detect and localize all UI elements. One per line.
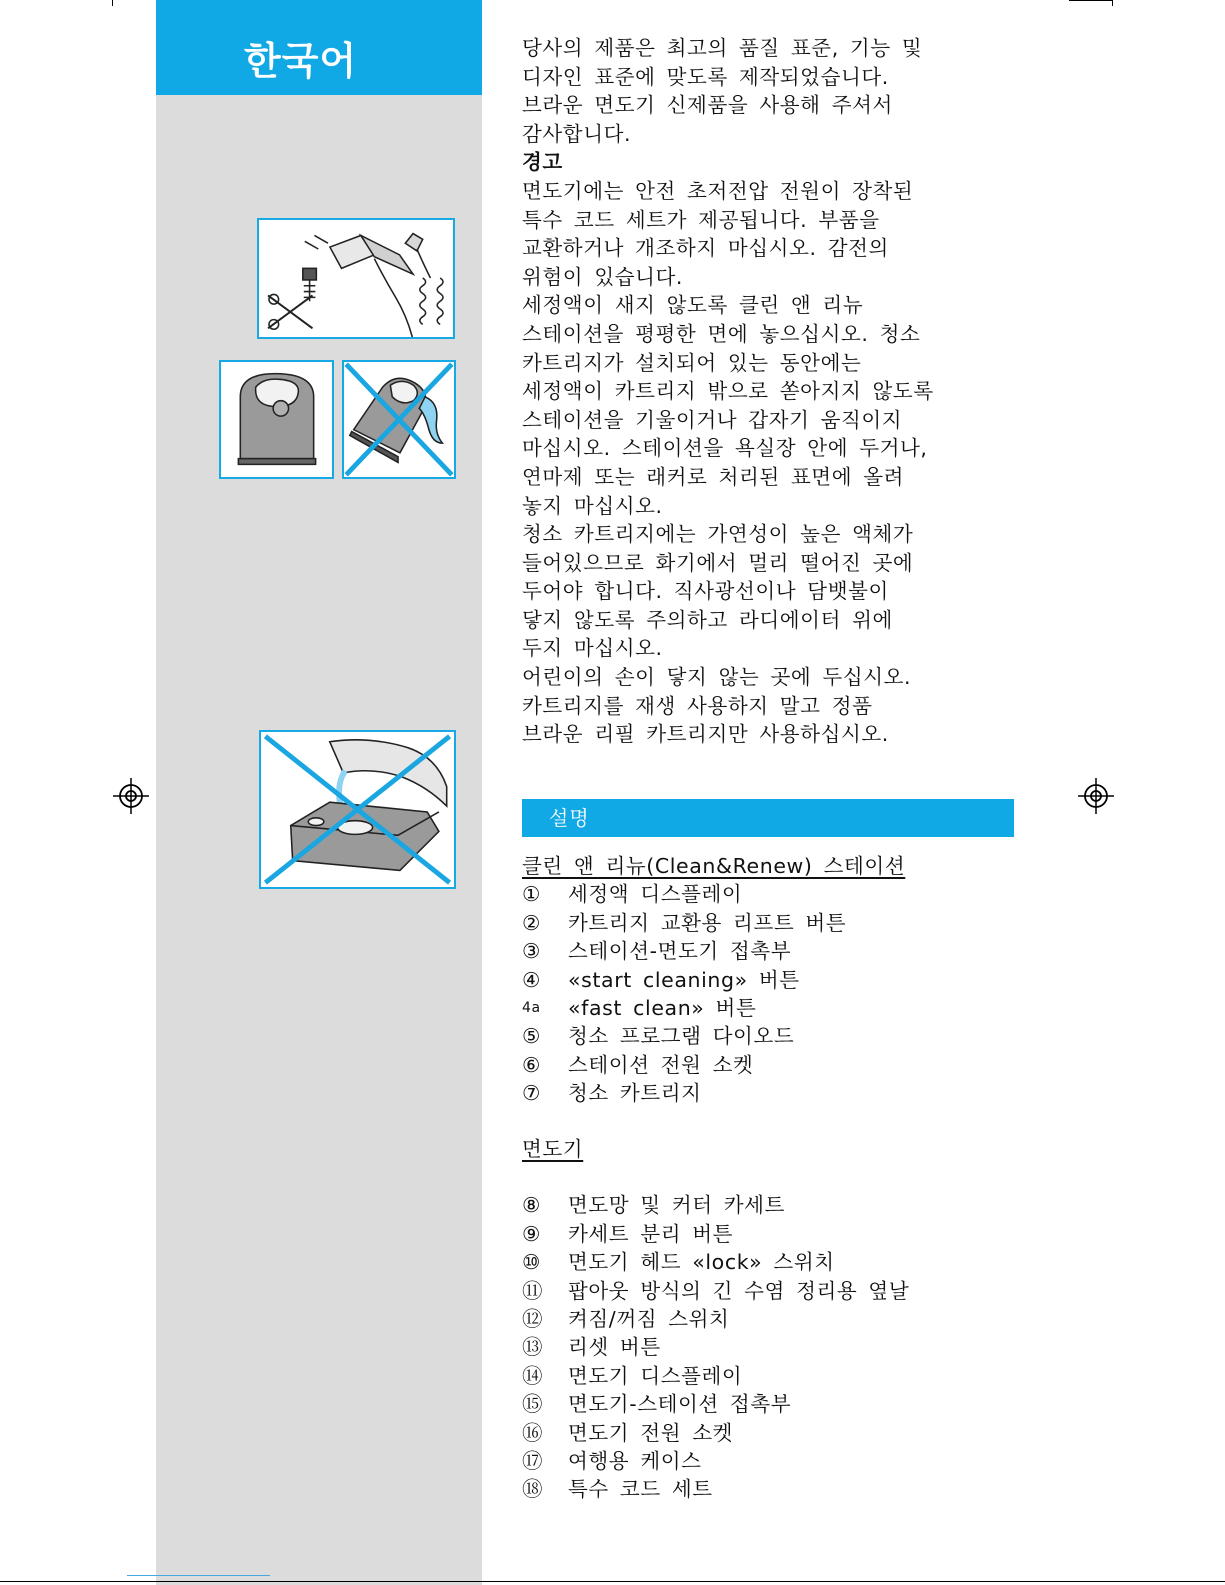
list-item: [522, 1191, 1002, 1219]
list-item: [522, 1079, 1002, 1107]
list-item: [522, 937, 1002, 965]
warning-heading: 경고: [522, 150, 563, 175]
crop-mark-top-right-vertical: [1112, 0, 1113, 6]
item-label: 리셋 버튼: [568, 1335, 661, 1360]
item-number: ⑯: [522, 1420, 544, 1445]
station-level-illustration: [219, 360, 334, 479]
list-item: [522, 1277, 1002, 1305]
list-item: [522, 1305, 1002, 1333]
item-number: ⑬: [522, 1335, 544, 1360]
item-label: 팝아웃 방식의 긴 수염 정리용 옆날: [568, 1278, 910, 1303]
item-label: 스테이션 전원 소켓: [568, 1052, 754, 1077]
warning-line: 브라운 리필 카트리지만 사용하십시오.: [522, 722, 889, 747]
item-number: ②: [522, 910, 541, 935]
item-number: ⑰: [522, 1449, 544, 1474]
item-label: 면도기 헤드 «lock» 스위치: [568, 1250, 835, 1275]
item-label: 카세트 분리 버튼: [568, 1221, 734, 1246]
warning-line: 스테이션을 기울이거나 갑자기 움직이지: [522, 407, 903, 432]
item-label: 면도기 전원 소켓: [568, 1420, 734, 1445]
item-label: 켜짐/꺼짐 스위치: [568, 1307, 730, 1332]
warning-line: 면도기에는 안전 초저전압 전원이 장착된: [522, 178, 914, 203]
item-label: «fast clean» 버튼: [568, 996, 757, 1021]
warning-line: 연마제 또는 래커로 처리된 표면에 올려: [522, 464, 905, 489]
station-parts-list: [522, 852, 1002, 1108]
item-number: ⑫: [522, 1307, 544, 1332]
warning-line: 특수 코드 세트가 제공됩니다. 부품을: [522, 207, 880, 232]
warning-line: 두어야 합니다. 직사광선이나 담뱃불이: [522, 579, 889, 604]
warning-line: 들어있으므로 화기에서 멀리 떨어진 곳에: [522, 550, 914, 575]
list-item: [522, 1051, 1002, 1079]
language-title: 한국어: [244, 39, 358, 83]
item-label: 여행용 케이스: [568, 1449, 702, 1474]
warning-line: 스테이션을 평평한 면에 놓으십시오. 청소: [522, 321, 921, 346]
item-label: 카트리지 교환용 리프트 버튼: [568, 910, 847, 935]
item-number: ⑧: [522, 1193, 541, 1218]
item-label: «start cleaning» 버튼: [568, 967, 800, 992]
item-number: ④: [522, 967, 541, 992]
station-icon: [221, 362, 332, 477]
intro-line: 디자인 표준에 맞도록 제작되었습니다.: [522, 64, 889, 89]
language-header: [156, 0, 482, 95]
crop-mark-top-left: [112, 0, 113, 6]
warning-line: 어린이의 손이 닿지 않는 곳에 두십시오.: [522, 665, 912, 690]
warning-line: 카트리지를 재생 사용하지 말고 정품: [522, 693, 873, 718]
item-label: 면도기 디스플레이: [568, 1363, 743, 1388]
list-item: [522, 1447, 1002, 1475]
item-number: ⑮: [522, 1392, 544, 1417]
main-text: [522, 34, 992, 749]
item-number: ⑨: [522, 1221, 541, 1246]
warning-line: 교환하거나 개조하지 마십시오. 감전의: [522, 236, 889, 261]
item-label: 세정액 디스플레이: [568, 882, 743, 907]
list-item: [522, 909, 1002, 937]
list-item: [522, 1419, 1002, 1447]
no-refill-icon: [261, 732, 454, 887]
warning-line: 닿지 않도록 주의하고 라디에이터 위에: [522, 607, 893, 632]
station-list-title: 클린 앤 리뉴(Clean&Renew) 스테이션: [522, 854, 906, 878]
item-number: ⑦: [522, 1081, 541, 1106]
shaver-parts-list: [522, 1135, 1002, 1504]
item-label: 면도망 및 커터 카세트: [568, 1193, 785, 1218]
item-number: ①: [522, 882, 541, 907]
intro-line: 당사의 제품은 최고의 품질 표준, 기능 및: [522, 36, 923, 60]
bottom-accent-line: [127, 1575, 270, 1576]
intro-line: 브라운 면도기 신제품을 사용해 주셔서: [522, 93, 893, 118]
list-item: [522, 1390, 1002, 1418]
shaver-list-title: 면도기: [522, 1137, 584, 1161]
intro-line: 감사합니다.: [522, 121, 632, 146]
cord-plug-icon: [259, 220, 453, 337]
warning-line: 청소 카트리지에는 가연성이 높은 액체가: [522, 522, 914, 547]
warning-line: 세정액이 새지 않도록 클린 앤 리뉴: [522, 293, 864, 318]
list-item: [522, 966, 1002, 994]
list-item: [522, 1362, 1002, 1390]
station-tilted-illustration: [342, 360, 456, 479]
crossed-out-icon: [344, 362, 454, 477]
item-number: 4a: [522, 1000, 541, 1017]
registration-mark-icon: [113, 778, 149, 814]
item-number: ⑤: [522, 1024, 541, 1049]
list-item: [522, 1022, 1002, 1050]
crop-mark-top-right: [1069, 0, 1113, 1]
list-item: [522, 994, 1002, 1022]
item-label: 청소 카트리지: [568, 1081, 702, 1106]
item-number: ⑩: [522, 1250, 541, 1275]
item-number: ③: [522, 939, 541, 964]
list-item: [522, 1333, 1002, 1361]
list-item: [522, 880, 1002, 908]
item-number: ⑭: [522, 1363, 544, 1388]
item-number: ⑱: [522, 1477, 544, 1502]
bottom-trim-line: [0, 1581, 1225, 1582]
item-label: 면도기-스테이션 접촉부: [568, 1392, 792, 1417]
item-label: 특수 코드 세트: [568, 1477, 713, 1502]
warning-line: 놓지 마십시오.: [522, 493, 663, 518]
warning-line: 위험이 있습니다.: [522, 264, 684, 289]
registration-mark-icon: [1078, 778, 1114, 814]
item-number: ⑪: [522, 1278, 544, 1303]
cartridge-refill-illustration: [259, 730, 456, 889]
warning-line: 두지 마십시오.: [522, 636, 663, 661]
item-label: 청소 프로그램 다이오드: [568, 1024, 795, 1049]
warning-line: 마십시오. 스테이션을 욕실장 안에 두거나,: [522, 436, 928, 461]
list-item: [522, 1220, 1002, 1248]
list-item: [522, 1475, 1002, 1503]
cord-set-illustration: [257, 218, 455, 339]
list-item: [522, 1248, 1002, 1276]
section-title-description: 설명: [522, 799, 1014, 837]
item-label: 스테이션-면도기 접촉부: [568, 939, 792, 964]
item-number: ⑥: [522, 1052, 541, 1077]
warning-line: 세정액이 카트리지 밖으로 쏟아지지 않도록: [522, 379, 934, 404]
warning-line: 카트리지가 설치되어 있는 동안에는: [522, 350, 862, 375]
